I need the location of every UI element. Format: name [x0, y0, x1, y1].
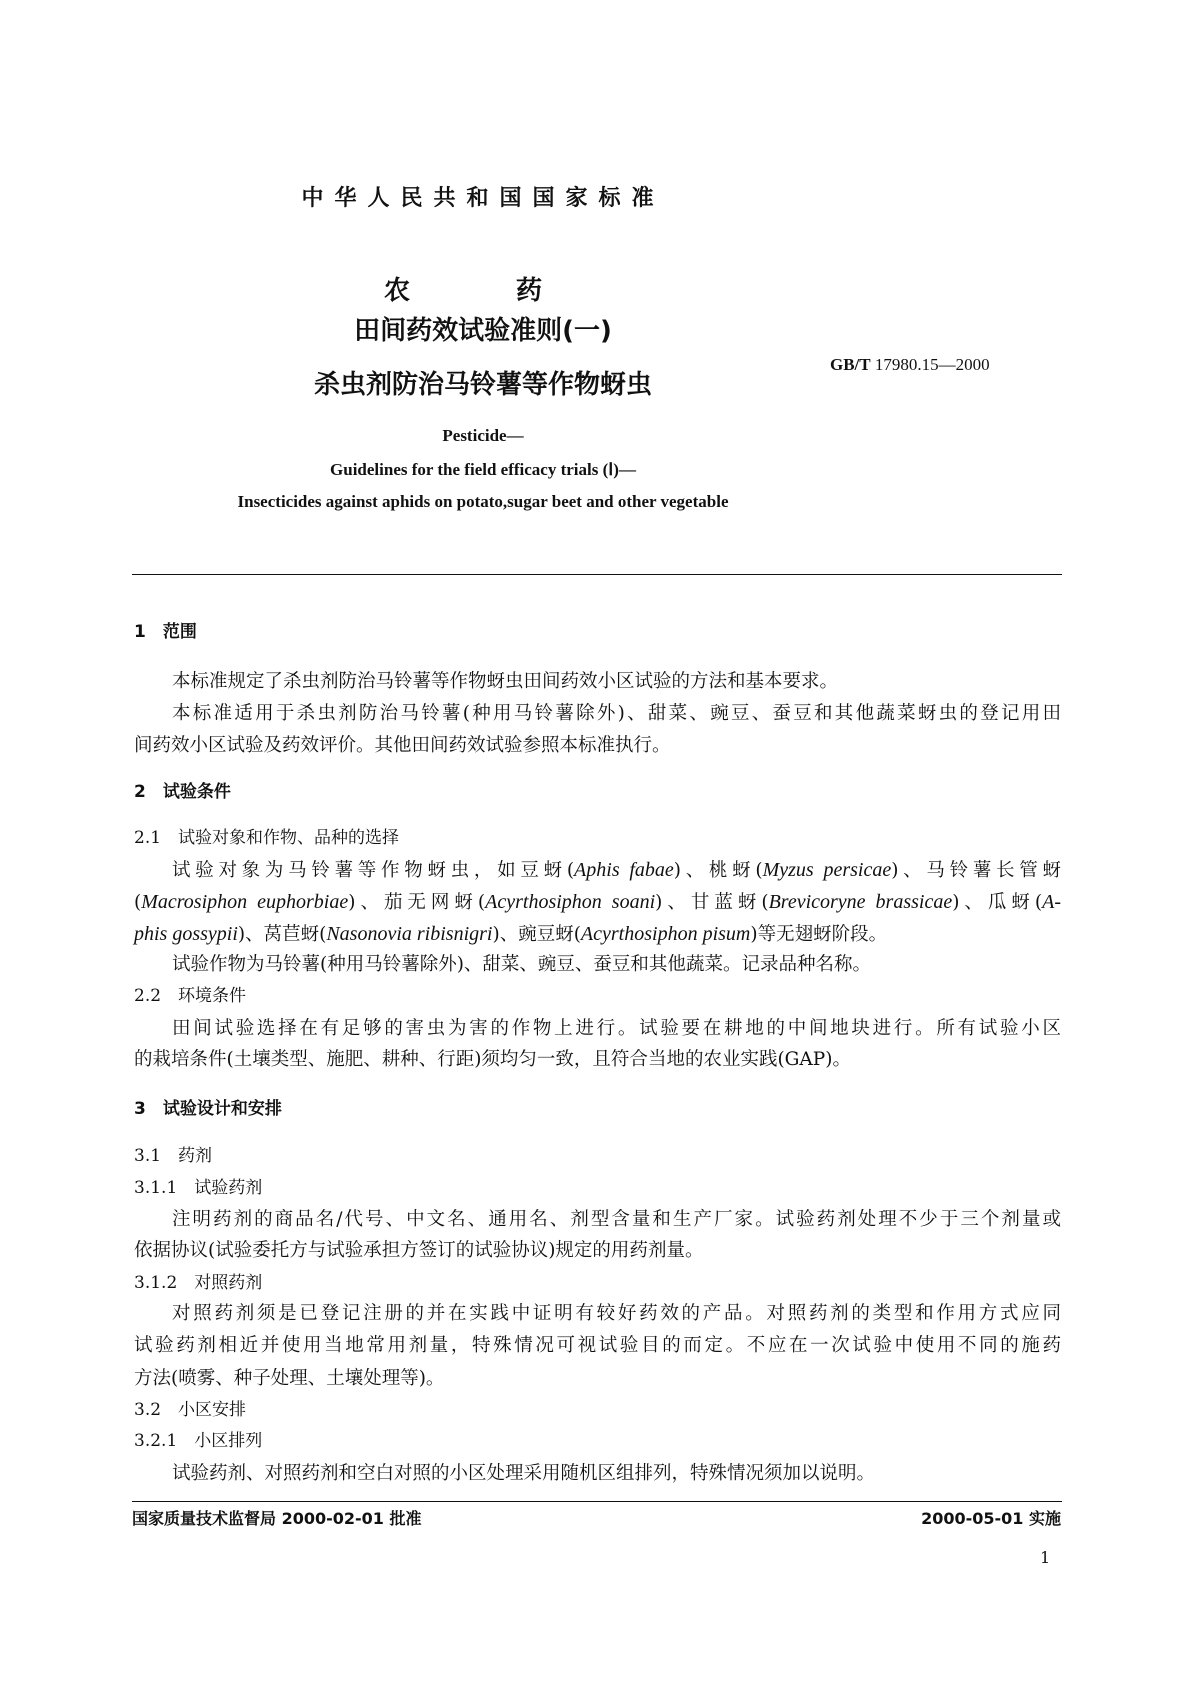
text: )、甘蓝蚜( [655, 892, 769, 913]
paragraph-line: 试验药剂相近并使用当地常用剂量，特殊情况可视试验目的而定。不应在一次试验中使用不同的施药 [134, 1335, 1061, 1356]
implementation-text: 2000-05-01 实施 [921, 1509, 1061, 1528]
species-name: Acyrthosiphon pisum [580, 923, 751, 945]
paragraph-line: 间药效小区试验及药效评价。其他田间药效试验参照本标准执行。 [134, 735, 671, 756]
subsection-heading: 2.2 环境条件 [134, 986, 247, 1006]
paragraph-line [172, 858, 1061, 883]
text: )、马铃薯长管蚜 [891, 860, 1061, 881]
subsection-heading: 2.1 试验对象和作物、品种的选择 [134, 828, 400, 848]
species-name: Acyrthosiphon soani [485, 891, 656, 913]
subsection-heading: 3.2 小区安排 [134, 1400, 247, 1420]
page-number: 1 [1040, 1548, 1051, 1567]
paragraph-line [134, 922, 1061, 947]
text: ( [134, 892, 142, 913]
species-name: phis gossypii [134, 923, 238, 945]
text: 试验对象为马铃薯等作物蚜虫，如豆蚜( [172, 860, 575, 881]
title-line-3: 杀虫剂防治马铃薯等作物蚜虫 [313, 370, 652, 400]
subsection-heading: 3.1.1 试验药剂 [134, 1178, 263, 1198]
species-name: Brevicoryne brassicae [768, 891, 953, 913]
species-name: Macrosiphon euphorbiae [141, 891, 349, 913]
subsection-heading: 3.1.2 对照药剂 [134, 1273, 263, 1293]
text: )、莴苣蚜( [237, 924, 327, 945]
section-heading: 1 范围 [134, 622, 197, 642]
subsection-heading: 3.2.1 小区排列 [134, 1431, 263, 1451]
paragraph-line: 本标准适用于杀虫剂防治马铃薯(种用马铃薯除外)、甜菜、豌豆、蚕豆和其他蔬菜蚜虫的登记用田 [172, 703, 1061, 724]
paragraph-line: 的栽培条件(土壤类型、施肥、耕种、行距)须均匀一致，且符合当地的农业实践(GAP)。 [134, 1049, 851, 1070]
paragraph-line: 田间试验选择在有足够的害虫为害的作物上进行。试验要在耕地的中间地块进行。所有试验小区 [172, 1018, 1061, 1039]
text: )、瓜蚜( [952, 892, 1043, 913]
title-line-2: 田间药效试验准则(一) [354, 316, 612, 346]
paragraph-line: 依据协议(试验委托方与试验承担方签订的试验协议)规定的用药剂量。 [134, 1240, 704, 1261]
footer-divider [132, 1501, 1062, 1502]
english-title-2: Guidelines for the field efficacy trials (Ⅰ)— [330, 460, 636, 479]
text: )、茄无网蚜( [348, 892, 486, 913]
text: )、桃蚜( [673, 860, 763, 881]
code-prefix: GB/T [830, 355, 871, 374]
subsection-heading: 3.1 药剂 [134, 1146, 213, 1166]
text: )等无翅蚜阶段。 [750, 924, 888, 945]
species-name: Nasonovia ribisnigri [326, 923, 493, 945]
header-divider [132, 574, 1062, 575]
standard-type: 中华人民共和国国家标准 [301, 186, 665, 211]
section-heading: 2 试验条件 [134, 782, 231, 802]
english-title-1: Pesticide— [442, 426, 524, 445]
species-name: A- [1042, 891, 1062, 913]
text: )、豌豆蚜( [492, 924, 581, 945]
english-title-3: Insecticides against aphids on potato,sugar beet and other vegetable [237, 492, 729, 511]
section-heading: 3 试验设计和安排 [134, 1099, 282, 1119]
paragraph-line: 对照药剂须是已登记注册的并在实践中证明有较好药效的产品。对照药剂的类型和作用方式应同 [172, 1303, 1061, 1324]
approval-text: 国家质量技术监督局 2000-02-01 批准 [132, 1509, 422, 1528]
paragraph-line: 试验药剂、对照药剂和空白对照的小区处理采用随机区组排列，特殊情况须加以说明。 [172, 1463, 876, 1484]
title-line-1: 农 药 [383, 276, 582, 306]
species-name: Aphis fabae [574, 859, 674, 881]
paragraph-line: 方法(喷雾、种子处理、土壤处理等)。 [134, 1368, 445, 1389]
paragraph-line [134, 890, 1061, 915]
paragraph-line: 注明药剂的商品名/代号、中文名、通用名、剂型含量和生产厂家。试验药剂处理不少于三个剂量或 [172, 1209, 1061, 1230]
species-name: Myzus persicae [762, 859, 892, 881]
code-number: 17980.15—2000 [874, 355, 990, 374]
standard-code [830, 355, 990, 375]
paragraph-line: 本标准规定了杀虫剂防治马铃薯等作物蚜虫田间药效小区试验的方法和基本要求。 [172, 671, 839, 692]
paragraph-line: 试验作物为马铃薯(种用马铃薯除外)、甜菜、豌豆、蚕豆和其他蔬菜。记录品种名称。 [172, 954, 871, 975]
